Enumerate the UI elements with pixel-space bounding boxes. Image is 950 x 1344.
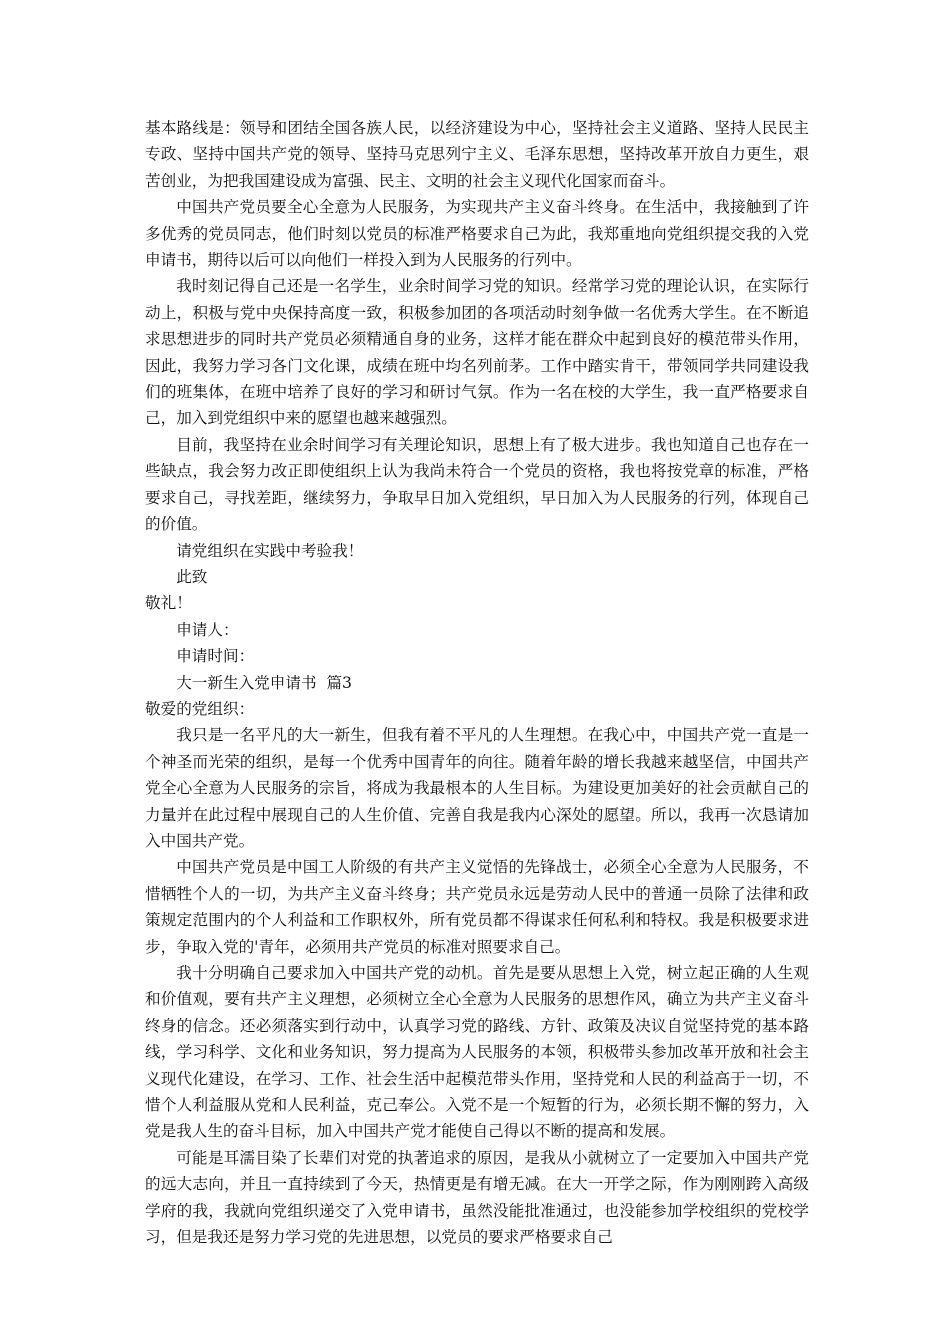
applicant-label: 申请人： — [176, 620, 239, 639]
paragraph-ideal: 我只是一名平凡的大一新生，但我有着不平凡的人生理想。在我心中，中国共产党一直是一个神圣而光荣的组织，是每一个优秀中国青年的向往。随着年龄的增长我越来越坚信，中国共产党全心全意为人民服务的宗旨，将成为我最根本的人生目标。为建设更加美好的社会贡献自己的力量并在此过程中展现自己的人生价值、完善自我是我内心深处的愿望。所以，我再一次恳请加入中国共产党。 — [145, 726, 809, 850]
paragraph-aspiration: 可能是耳濡目染了长辈们对党的执著追求的原因，是我从小就树立了一定要加入中国共产党的远大志向，并且一直持续到了今天，热情更是有增无减。在大一开学之际，作为刚刚跨入高级学府的我，我就向党组织递交了入党申请书，虽然没能批准通过，也没能参加学校组织的党校学习，但是我还是努力学习党的先进思想，以党员的要求严格要求自己 — [145, 1148, 809, 1247]
closing-cizhi: 此致 — [176, 567, 208, 586]
paragraph-student-study: 我时刻记得自己还是一名学生，业余时间学习党的知识。经常学习党的理论认识，在实际行动上，积极与党中央保持高度一致，积极参加团的各项活动时刻争做一名优秀大学生。在不断追求思想进步的同时共产党员必须精通自身的业务，这样才能在群众中起到良好的模范带头作用，因此，我努力学习各门文化课，成绩在班中均名列前茅。工作中踏实肯干，带领同学共同建设我们的班集体，在班中培养了良好的学习和研讨气氛。作为一名在校的大学生，我一直严格要求自己，加入到党组织中来的愿望也越来越强烈。 — [145, 277, 809, 428]
paragraph-motivation: 我十分明确自己要求加入中国共产党的动机。首先是要从思想上入党，树立起正确的人生观和价值观，要有共产主义理想，必须树立全心全意为人民服务的思想作风，确立为共产主义奋斗终身的信念。还必须落实到行动中，认真学习党的路线、方针、政策及决议自觉坚持党的基本路线，学习科学、文化和业务知识，努力提高为人民服务的本领，积极带头参加改革开放和社会主义现代化建设，在学习、工作、社会生活中起模范带头作用，坚持党和人民的利益高于一切，不惜个人利益服从党和人民利益，克己奉公。入党不是一个短暂的行为，必须长期不懈的努力，入党是我人生的奋斗目标，加入中国共产党才能使自己得以不断的提高和发展。 — [145, 964, 809, 1141]
paragraph-basic-line: 基本路线是：领导和团结全国各族人民，以经济建设为中心，坚持社会主义道路、坚持人民民主专政、坚持中国共产党的领导、坚持马克思列宁主义、毛泽东思想，坚持改革开放自力更生，艰苦创业，为把我国建设成为富强、民主、文明的社会主义现代化国家而奋斗。 — [145, 119, 809, 190]
section-title: 大一新生入党申请书 篇3 — [176, 673, 352, 692]
paragraph-request-test: 请党组织在实践中考验我！ — [176, 541, 364, 560]
document-page — [145, 115, 809, 1250]
closing-jingli: 敬礼！ — [145, 594, 192, 613]
application-date-label: 申请时间： — [176, 647, 255, 666]
paragraph-vanguard: 中国共产党员是中国工人阶级的有共产主义觉悟的先锋战士，必须全心全意为人民服务，不惜牺牲个人的一切，为共产主义奋斗终身；共产党员永远是劳动人民中的普通一员除了法律和政策规定范围内的个人利益和工作职权外，所有党员都不得谋求任何私利和特权。我是积极要求进步，争取入党的'青年，必须用共产党员的标准对照要求自己。 — [145, 858, 809, 956]
paragraph-current-progress: 目前，我坚持在业余时间学习有关理论知识，思想上有了极大进步。我也知道自己也存在一些缺点，我会努力改正即使组织上认为我尚未符合一个党员的资格，我也将按党章的标准，严格要求自己，寻找差距，继续努力，争取早日加入党组织，早日加入为人民服务的行列，体现自己的价值。 — [145, 435, 809, 534]
salutation: 敬爱的党组织： — [145, 699, 255, 718]
paragraph-party-member-service: 中国共产党员要全心全意为人民服务，为实现共产主义奋斗终身。在生活中，我接触到了许多优秀的党员同志，他们时刻以党员的标准严格要求自己为此，我郑重地向党组织提交我的入党申请书，期待以后可以向他们一样投入到为人民服务的行列中。 — [145, 198, 809, 270]
